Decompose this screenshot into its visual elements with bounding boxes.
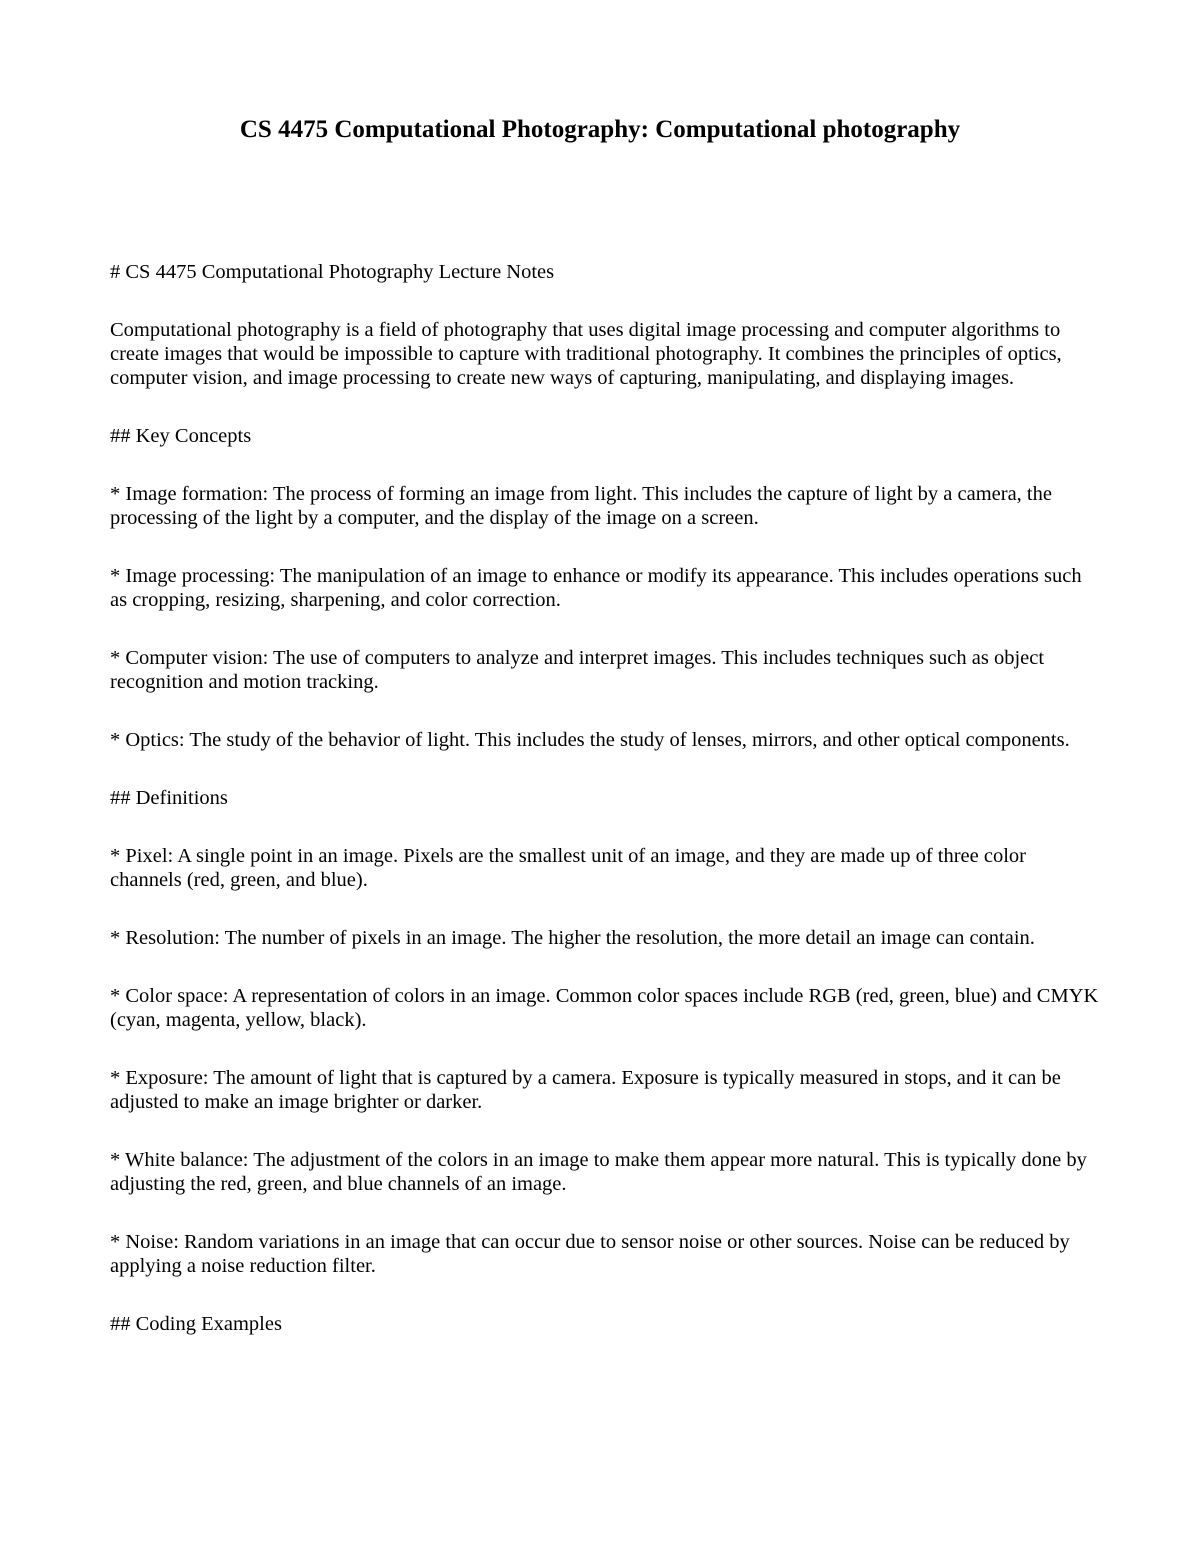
- coding-examples-heading: ## Coding Examples: [110, 1313, 282, 1335]
- definition-item: * Color space: A representation of colors in an image. Common color spaces include RGB (red, green, blue) and CMYK (cyan, magenta, yellow, black).: [110, 985, 1099, 1031]
- key-concepts-heading: ## Key Concepts: [110, 425, 252, 447]
- intro-paragraph: Computational photography is a field of photography that uses digital image processing and computer algorithms to create images that would be impossible to capture with traditional photography. It combines the principles of optics, computer vision, and image processing to create new ways of capturing, manipulating, and displaying images.: [110, 319, 1062, 389]
- definition-item: * White balance: The adjustment of the colors in an image to make them appear more natural. This is typically done by adjusting the red, green, and blue channels of an image.: [110, 1149, 1087, 1195]
- key-concept-item: * Optics: The study of the behavior of light. This includes the study of lenses, mirrors, and other optical components.: [110, 729, 1070, 751]
- key-concept-item: * Image processing: The manipulation of an image to enhance or modify its appearance. This includes operations such as cropping, resizing, sharpening, and color correction.: [110, 565, 1082, 611]
- key-concept-item: * Computer vision: The use of computers to analyze and interpret images. This includes techniques such as object recognition and motion tracking.: [110, 647, 1045, 693]
- key-concept-item: * Image formation: The process of forming an image from light. This includes the capture of light by a camera, the processing of the light by a computer, and the display of the image on a screen.: [110, 483, 1052, 529]
- definition-item: * Noise: Random variations in an image that can occur due to sensor noise or other sources. Noise can be reduced by applying a noise reduction filter.: [110, 1231, 1070, 1277]
- definition-item: * Exposure: The amount of light that is captured by a camera. Exposure is typically measured in stops, and it can be adjusted to make an image brighter or darker.: [110, 1067, 1061, 1113]
- definition-item: * Pixel: A single point in an image. Pixels are the smallest unit of an image, and they are made up of three color channels (red, green, and blue).: [110, 845, 1027, 891]
- definition-item: * Resolution: The number of pixels in an image. The higher the resolution, the more detail an image can contain.: [110, 927, 1035, 949]
- notes-heading: # CS 4475 Computational Photography Lecture Notes: [110, 261, 555, 283]
- document-title: CS 4475 Computational Photography: Computational photography: [239, 116, 961, 143]
- definitions-heading: ## Definitions: [110, 787, 228, 809]
- document-body: [110, 260, 1100, 1370]
